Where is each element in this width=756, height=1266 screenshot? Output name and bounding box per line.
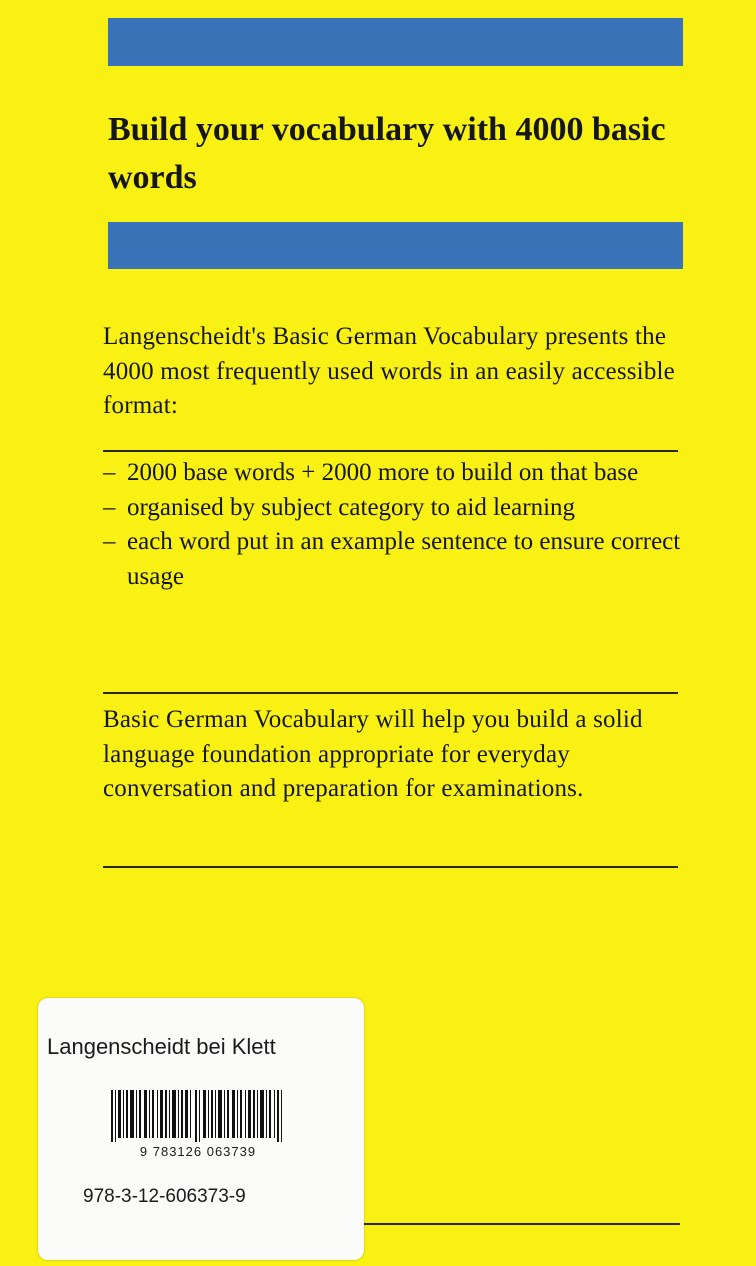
price-sticker [38, 998, 364, 1260]
divider-rule [103, 866, 678, 868]
bullet-dash: – [103, 493, 116, 521]
feature-text: organised by subject category to aid learning [127, 493, 576, 521]
feature-item [103, 491, 703, 526]
isbn-number: 978-3-12-606373-9 [83, 1186, 246, 1207]
feature-item [103, 456, 703, 491]
closing-paragraph: Basic German Vocabulary will help you build a solid language foundation appropriate for everyday conversation and preparation for examinations. [103, 706, 643, 802]
feature-text: each word put in an example sentence to ensure correct usage [127, 528, 681, 590]
bullet-dash: – [103, 459, 116, 486]
divider-rule [103, 450, 678, 452]
barcode-digits: 9 783126 063739 [139, 1144, 257, 1159]
barcode [111, 1090, 283, 1142]
feature-item [103, 525, 703, 594]
top-blue-bar [108, 18, 683, 66]
middle-blue-bar [108, 222, 683, 269]
publisher-name: Langenscheidt bei Klett [47, 1034, 276, 1059]
feature-list [103, 456, 703, 594]
headline: Build your vocabulary with 4000 basic words [108, 111, 666, 196]
feature-text: 2000 base words + 2000 more to build on that base [127, 459, 639, 486]
bullet-dash: – [103, 528, 116, 555]
divider-rule [103, 692, 678, 694]
divider-rule [320, 1223, 680, 1225]
intro-paragraph: Langenscheidt's Basic German Vocabulary presents the 4000 most frequently used words in an easily accessible format: [103, 323, 675, 419]
